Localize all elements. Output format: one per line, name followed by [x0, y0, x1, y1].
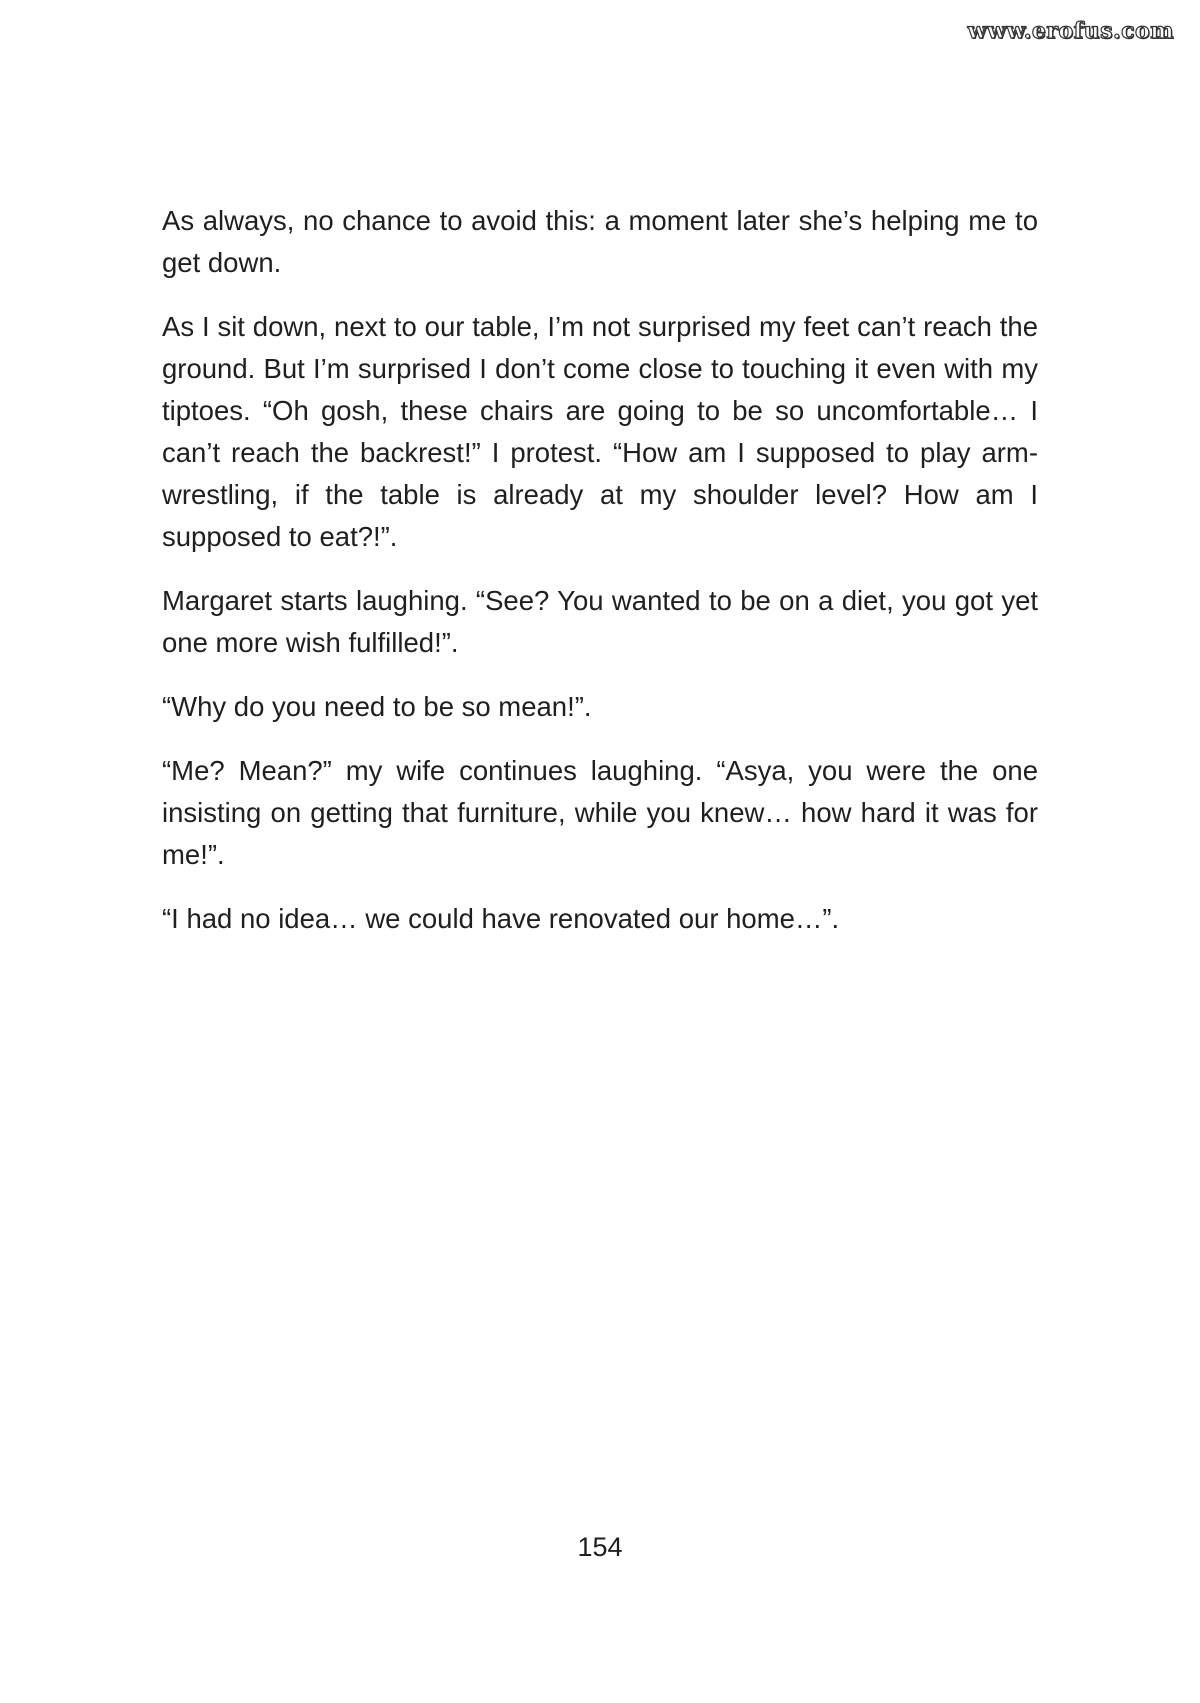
watermark-text: www.erofus.com: [967, 18, 1174, 44]
paragraph: “Me? Mean?” my wife continues laughing. “Asya, you were the one insisting on getting that furniture, while you knew… how hard it was for me!”.: [162, 755, 1038, 870]
paragraph: As I sit down, next to our table, I’m not surprised my feet can’t reach the ground. But I’m surprised I don’t come close to touching it even with my tiptoes. “Oh gosh, these chairs are going to be so uncomfortable… I can’t reach the backrest!” I protest. “How am I supposed to play arm-wrestling, if the table is already at my shoulder level? How am I supposed to eat?!”.: [162, 311, 1038, 552]
paragraph: Margaret starts laughing. “See? You wanted to be on a diet, you got yet one more wish fulfilled!”.: [162, 585, 1038, 658]
page-number: 154: [577, 1532, 623, 1562]
body-text: [162, 200, 1038, 962]
paragraph: “Why do you need to be so mean!”.: [162, 691, 592, 722]
paragraph: As always, no chance to avoid this: a moment later she’s helping me to get down.: [162, 205, 1038, 278]
paragraph: “I had no idea… we could have renovated our home…”.: [162, 903, 840, 934]
